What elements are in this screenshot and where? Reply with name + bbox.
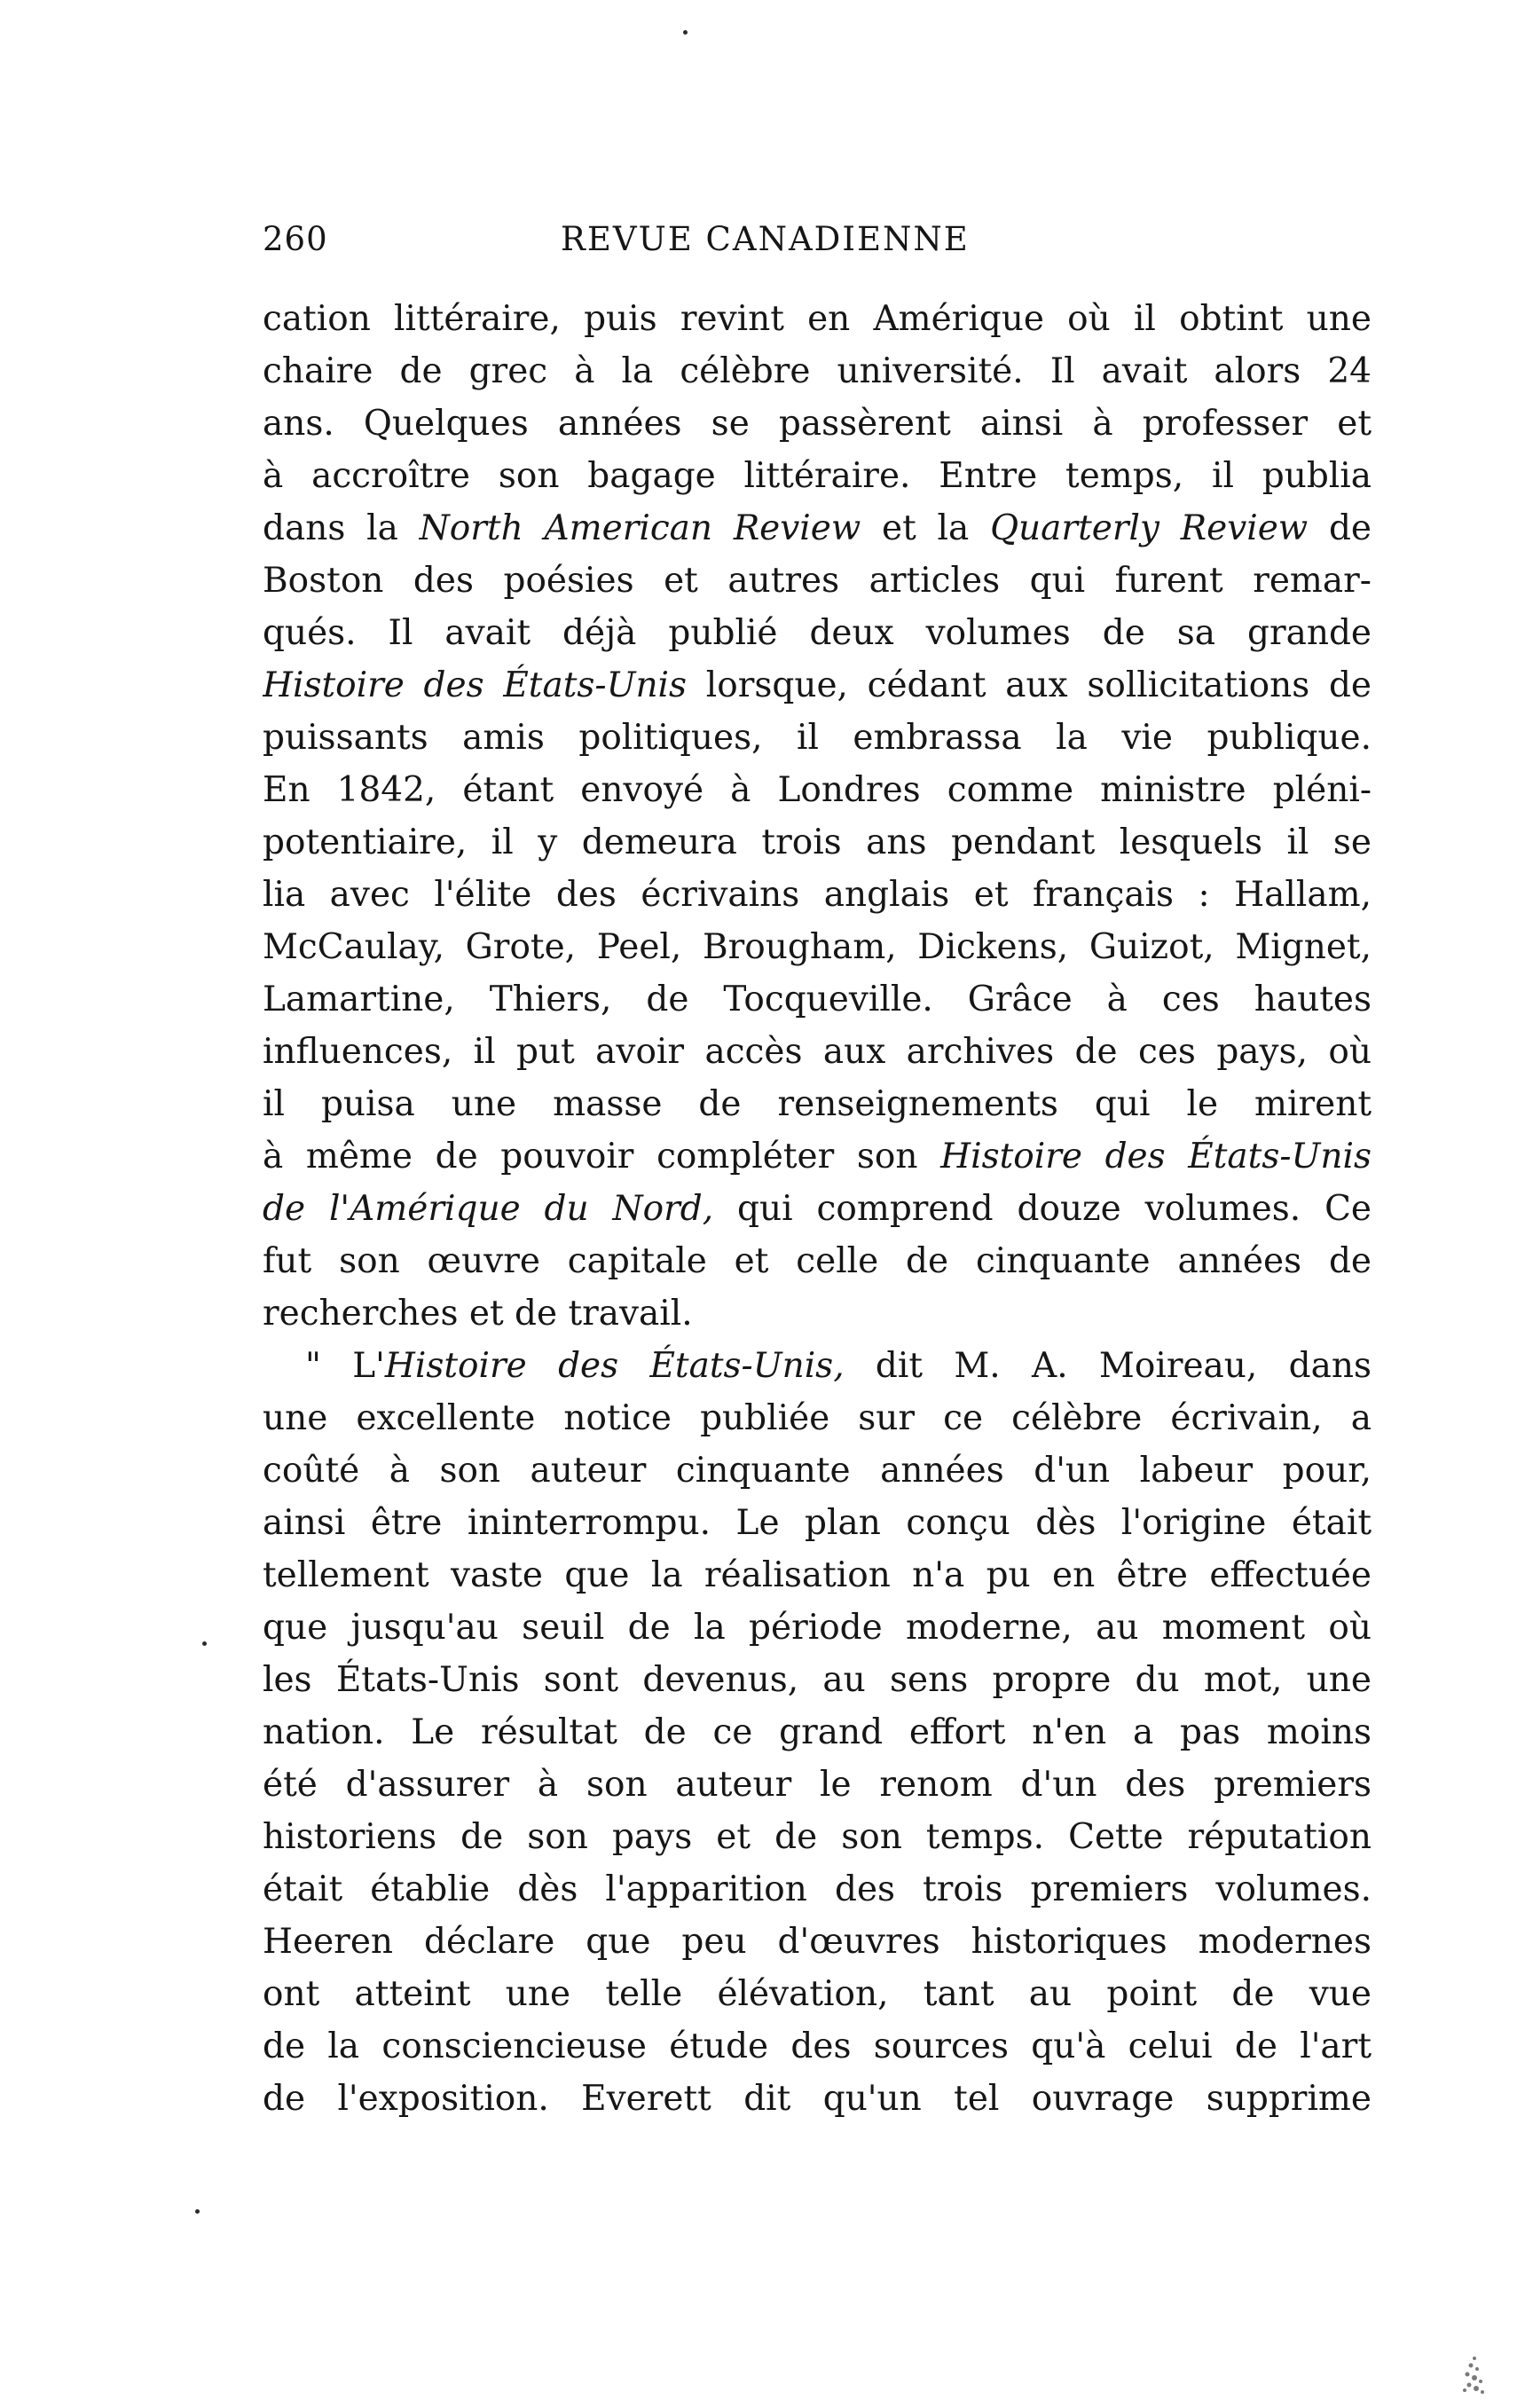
text-line — [263, 816, 1372, 869]
italic-title: North American Review — [419, 508, 861, 548]
text-line — [263, 659, 1372, 712]
text-line — [263, 1916, 1372, 1968]
text-run: était établie dès l'apparition des trois premiers volumes. — [263, 1869, 1372, 1909]
text-run: dans la — [263, 508, 420, 548]
text-run: recherches et de travail. — [263, 1294, 693, 1334]
text-run: il puisa une masse de renseignements qui le mirent — [263, 1084, 1372, 1124]
text-line — [263, 1026, 1372, 1078]
text-line — [263, 1235, 1372, 1287]
text-line — [263, 2073, 1372, 2125]
text-run: qui comprend douze volumes. Ce — [713, 1189, 1372, 1229]
text-run: cation littéraire, puis revint en Amérique où il obtint une — [263, 299, 1372, 339]
body-text — [263, 293, 1372, 2125]
text-line — [263, 1863, 1372, 1916]
text-line — [263, 764, 1372, 816]
text-run: Boston des poésies et autres articles qui furent remar- — [263, 561, 1372, 601]
text-run: puissants amis politiques, il embrassa la vie publique. — [263, 718, 1372, 758]
text-run: à accroître son bagage littéraire. Entre temps, il publia — [263, 456, 1372, 496]
text-run: Heeren déclare que peu d'œuvres historiques modernes — [263, 1922, 1372, 1962]
text-line — [263, 1497, 1372, 1549]
text-run: nation. Le résultat de ce grand effort n'en a pas moins — [263, 1712, 1372, 1752]
text-run: tellement vaste que la réalisation n'a pu en être effectuée — [263, 1555, 1372, 1595]
scan-speck — [195, 2209, 200, 2214]
scan-speck — [683, 30, 688, 35]
italic-title: Histoire des États-Unis — [940, 1137, 1372, 1176]
text-line — [263, 502, 1372, 555]
text-run: été d'assurer à son auteur le renom d'un des premiers — [263, 1765, 1372, 1805]
text-run: de — [1308, 508, 1372, 548]
text-line — [263, 1183, 1372, 1235]
text-line — [263, 1811, 1372, 1863]
text-run: En 1842, étant envoyé à Londres comme ministre pléni- — [263, 770, 1372, 810]
scan-smudge — [1455, 2351, 1490, 2396]
text-line — [263, 397, 1372, 450]
text-run: lia avec l'élite des écrivains anglais et français : Hallam, — [263, 875, 1372, 915]
text-line — [263, 973, 1372, 1026]
text-line — [263, 1601, 1372, 1654]
scan-speck — [202, 1641, 207, 1646]
running-head — [263, 220, 1372, 264]
text-run: une excellente notice publiée sur ce célèbre écrivain, a — [263, 1398, 1372, 1438]
text-run: potentiaire, il y demeura trois ans pendant lesquels il se — [263, 822, 1372, 862]
italic-title: Histoire des États-Unis, — [384, 1346, 845, 1386]
text-run: dit M. A. Moireau, dans — [844, 1346, 1372, 1386]
page-number: 260 — [263, 220, 328, 258]
text-line — [263, 450, 1372, 502]
text-line — [263, 1706, 1372, 1759]
text-run: ont atteint une telle élévation, tant au point de vue — [263, 1974, 1372, 2014]
text-run: de l'exposition. Everett dit qu'un tel ouvrage supprime — [263, 2079, 1372, 2119]
text-line — [263, 1444, 1372, 1497]
text-run: ainsi être ininterrompu. Le plan conçu dès l'origine était — [263, 1503, 1372, 1543]
text-run: que jusqu'au seuil de la période moderne, au moment où — [263, 1608, 1372, 1648]
text-line — [263, 1340, 1372, 1392]
text-line — [263, 1968, 1372, 2020]
text-line — [263, 2020, 1372, 2073]
text-run: à même de pouvoir compléter son — [263, 1137, 941, 1176]
text-line — [263, 1654, 1372, 1706]
text-run: qués. Il avait déjà publié deux volumes de sa grande — [263, 613, 1372, 653]
text-run: Lamartine, Thiers, de Tocqueville. Grâce à ces hautes — [263, 980, 1372, 1019]
text-run: historiens de son pays et de son temps. Cette réputation — [263, 1817, 1372, 1857]
text-line — [263, 869, 1372, 921]
italic-title: Quarterly Review — [990, 508, 1309, 548]
text-line — [263, 555, 1372, 607]
text-line — [263, 293, 1372, 345]
text-line — [263, 1130, 1372, 1183]
text-run: " L' — [305, 1346, 385, 1386]
text-run: fut son œuvre capitale et celle de cinquante années de — [263, 1241, 1372, 1281]
text-run: et la — [861, 508, 991, 548]
text-run: influences, il put avoir accès aux archives de ces pays, où — [263, 1032, 1372, 1072]
text-run: de la consciencieuse étude des sources qu'à celui de l'art — [263, 2026, 1372, 2066]
italic-title: Histoire des États-Unis — [263, 665, 688, 705]
text-line — [263, 712, 1372, 764]
text-run: les États-Unis sont devenus, au sens propre du mot, une — [263, 1660, 1372, 1700]
text-line — [263, 1759, 1372, 1811]
text-line — [263, 345, 1372, 397]
text-run: chaire de grec à la célèbre université. Il avait alors 24 — [263, 351, 1372, 391]
text-line — [263, 607, 1372, 659]
text-line — [263, 921, 1372, 973]
text-run: ans. Quelques années se passèrent ainsi à professer et — [263, 404, 1372, 444]
italic-title: de l'Amérique du Nord, — [263, 1189, 714, 1229]
text-line — [263, 1392, 1372, 1444]
journal-title: REVUE CANADIENNE — [561, 220, 970, 258]
text-run: McCaulay, Grote, Peel, Brougham, Dickens, Guizot, Mignet, — [263, 927, 1372, 967]
text-run: coûté à son auteur cinquante années d'un labeur pour, — [263, 1451, 1372, 1491]
text-line — [263, 1549, 1372, 1601]
text-line — [263, 1078, 1372, 1130]
text-line — [263, 1287, 1372, 1340]
text-run: lorsque, cédant aux sollicitations de — [687, 665, 1372, 705]
